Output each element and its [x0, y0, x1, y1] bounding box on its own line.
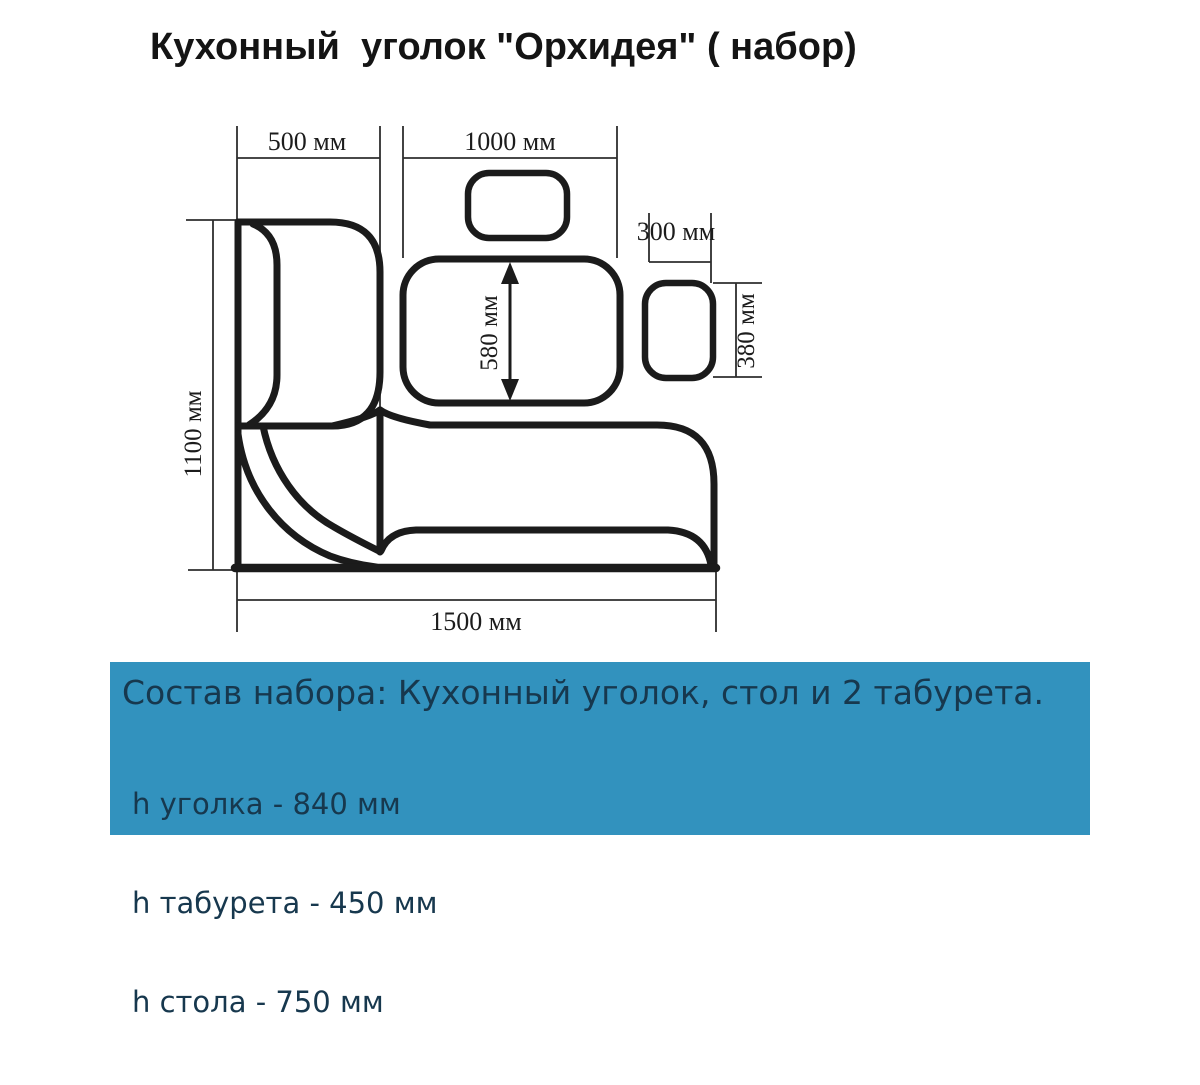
spec-line: h табурета - 450 мм	[132, 886, 438, 920]
arrow-head-down	[501, 379, 519, 401]
long-bench-seat-line	[381, 530, 711, 565]
table-depth-arrow	[501, 262, 519, 401]
dim-label-1500: 1500 мм	[430, 607, 522, 636]
dim-label-500: 500 мм	[267, 127, 347, 156]
bench-back-cushion-line	[249, 224, 277, 425]
spec-line: h стола - 750 мм	[132, 985, 384, 1019]
dim-label-1000: 1000 мм	[464, 127, 556, 156]
stool-top	[645, 283, 713, 378]
arrow-head-up	[501, 262, 519, 284]
page-title: Кухонный уголок "Орхидея" ( набор)	[150, 26, 857, 68]
long-bench-outline	[430, 425, 714, 566]
bench-back-outline	[238, 222, 380, 426]
info-panel	[110, 662, 1090, 1019]
panel-heading: Состав набора: Кухонный уголок, стол и 2 табурета.	[122, 673, 1045, 712]
spec-line: h уголка - 840 мм	[132, 787, 401, 821]
headrest-cushion	[468, 173, 567, 238]
dim-label-580: 580 мм	[476, 295, 503, 371]
dim-label-1100: 1100 мм	[180, 390, 207, 478]
dim-label-300: 300 мм	[636, 217, 716, 246]
corner-seat-outer-curve	[238, 434, 376, 567]
corner-bench	[235, 222, 716, 568]
panel-specs	[132, 722, 1076, 1085]
corner-seat-inner-curve	[263, 426, 379, 551]
dim-label-380: 380 мм	[733, 293, 760, 369]
